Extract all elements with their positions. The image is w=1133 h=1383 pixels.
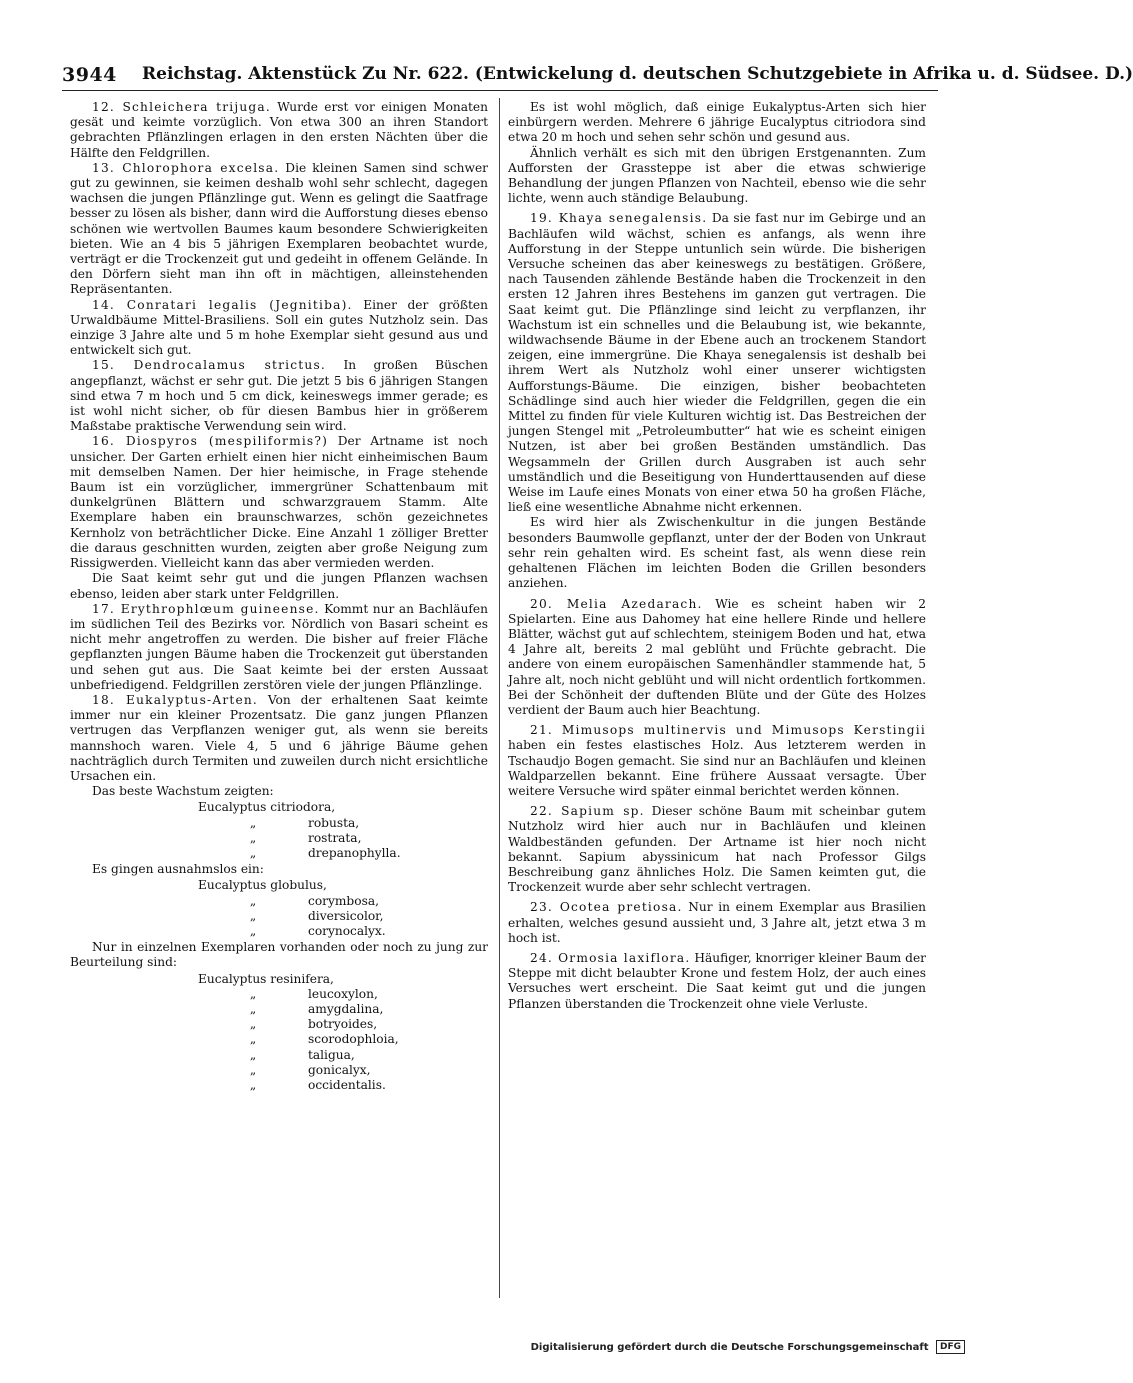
species-name: Eucalyptus citriodora,	[198, 800, 336, 815]
failed-intro: Es gingen ausnahmslos ein:	[92, 862, 264, 877]
entry-18-title: 18. Eukalyptus-Arten.	[92, 692, 258, 707]
species-name: Eucalyptus resinifera,	[198, 971, 334, 986]
species-name: robusta,	[308, 815, 360, 830]
list-item	[70, 972, 488, 987]
entry-14	[70, 298, 488, 359]
entry-17	[70, 602, 488, 693]
entry-12	[70, 100, 488, 161]
entry-18-text: Von der erhaltenen Saat keimte immer nur ein kleiner Prozentsatz. Die ganz jungen Pflanzen vertrugen das Verpflanzen weniger gut, als wenn sie bereits mannshoch waren. Viele 4, 5 und 6 jährige Bäume gehen nachträglich durch Termiten und zuweilen durch nicht ersichtliche Ursachen ein.	[70, 692, 488, 783]
entry-23-title: 23. Ocotea pretiosa.	[530, 900, 683, 915]
entry-13-text: Die kleinen Samen sind schwer gut zu gewinnen, sie keimen deshalb wohl sehr schlecht, dagegen wachsen die jungen Pflänzlinge gut. Wenn es gelingt die Saatfrage besser zu lösen als bisher, dann wird die Aufforstung dieses ebenso schönen wie wertvollen Baumes kaum besondere Schwierigkeiten bieten. Wie an 4 bis 5 jährigen Exemplaren beobachtet wurde, verträgt er die Trockenzeit gut und gedeiht in offenem Gelände. In den Dörfern sieht man ihn oft in mächtigen, alleinstehenden Repräsentanten.	[70, 160, 488, 297]
header-rule	[62, 90, 938, 91]
entry-23	[508, 900, 926, 946]
entry-17-text: Kommt nur an Bachläufen im südlichen Teil des Bezirks vor. Nördlich von Basari scheint es nicht mehr angetroffen zu werden. Die bisher auf freier Fläche gepflanzten jungen Bäume haben die Trockenzeit gut überstanden und sehen gut aus. Die Saat keimte bei der ersten Aussaat unbefriedigend. Feldgrillen zerstören viele der jungen Pflänzlinge.	[70, 601, 488, 692]
species-name: botryoides,	[308, 1017, 378, 1032]
species-name: corynocalyx.	[308, 923, 386, 938]
page-header	[62, 56, 1133, 92]
list-item	[70, 878, 488, 893]
ditto-mark: „	[249, 1001, 257, 1016]
entry-19-continued: Es wird hier als Zwischenkultur in die jungen Bestände besonders Baumwolle gepflanzt, unter der der Boden von Unkraut sehr rein gehalten wird. Es scheint fast, als wenn diese rein gehaltenen Flächen im leichten Boden die Grillen besonders anziehen.	[508, 515, 926, 591]
running-title: Reichstag. Aktenstück Zu Nr. 622. (Entwickelung d. deutschen Schutzgebiete in Afrika u. d. Südsee. D.)	[142, 64, 1133, 84]
ditto-mark: „	[249, 893, 257, 908]
ditto-mark: „	[249, 1062, 257, 1077]
few-intro: Nur in einzelnen Exemplaren vorhanden oder noch zu jung zur Beurteilung sind:	[70, 940, 488, 970]
list-item	[70, 987, 488, 1002]
list-item	[70, 846, 488, 861]
entry-19	[508, 211, 926, 515]
entry-15-title: 15. Dendrocalamus strictus.	[92, 358, 326, 373]
list-item	[70, 1063, 488, 1078]
entry-21	[508, 723, 926, 799]
column-divider	[499, 98, 500, 1298]
species-name: taligua,	[308, 1047, 355, 1062]
entry-24-text: Häufiger, knorriger kleiner Baum der Steppe mit dicht belaubter Krone und festem Holz, der auch eines Versuches wert erscheint. Die Saat keimt gut und die jungen Pflanzen überstanden die Trockenzeit ohne viele Verluste.	[508, 950, 927, 1011]
entry-19-text: Da sie fast nur im Gebirge und an Bachläufen wild wächst, schien es anfangs, als wenn ihre Aufforstung in der Steppe untunlich sein würde. Die bisherigen Versuche scheinen das aber keineswegs zu bestätigen. Größere, nach Tausenden zählende Bestände haben die Trockenzeit in den ersten 12 Jahren ihres Bestehens im ganzen gut vertragen. Die Saat keimt gut. Die Pflänzlinge sind leicht zu verpflanzen, ihr Wachstum ist ein schnelles und die Belaubung ist, wie bekannte, wildwachsende Bäume in der Ebene auch an trockenem Standort zeigen, eine immergrüne. Die Khaya senegalensis ist deshalb bei ihrem Wert als Nutzholz wohl einer unserer wichtigsten Aufforstungs-Bäume. Die einzigen, bisher beobachteten Schädlinge sind auch hier wieder die Feldgrillen, gegen die ein Mittel zu finden für viele Kulturen wichtig ist. Das Bestreichen der jungen Stengel mit „Petroleumbutter“ hat wie es scheint einigen Nutzen, ist aber bei großen Beständen umständlich. Das Wegsammeln der Grillen durch Ausgraben ist auch sehr umständlich und die Beseitigung von Hunderttausenden auf diese Weise im Laufe eines Monats von einer etwa 50 ha großen Fläche, ließ eine wesentliche Abnahme nicht erkennen.	[508, 211, 926, 515]
dfg-logo-icon: DFG	[936, 1340, 965, 1354]
entry-15	[70, 358, 488, 434]
entry-20-text: Wie es scheint haben wir 2 Spielarten. Eine aus Dahomey hat eine hellere Rinde und hellere Blätter, wächst gut auf schlechtem, steinigem Boden und hat, etwa 4 Jahre alt, bereits 2 mal geblüht und Früchte gebracht. Die andere von einem europäischen Samenhändler stammende hat, 5 Jahre alt, noch nicht geblüht und will nicht ordentlich fortkommen. Bei der Schönheit der duftenden Blüte und der Güte des Holzes verdient der Baum auch hier Beachtung.	[508, 596, 927, 717]
page-number: 3944	[62, 64, 117, 86]
species-name: scorodophloia,	[308, 1032, 399, 1047]
entry-21-title: 21. Mimusops multinervis und Mimusops Kerstingii	[530, 723, 926, 738]
ditto-mark: „	[249, 986, 257, 1001]
ditto-mark: „	[249, 908, 257, 923]
entry-13	[70, 161, 488, 298]
list-item	[70, 800, 488, 815]
species-name: drepanophylla.	[308, 845, 401, 860]
entry-22-title: 22. Sapium sp.	[530, 804, 645, 819]
entry-22	[508, 804, 926, 895]
entry-15-text: In großen Büschen angepflanzt, wächst er sehr gut. Die jetzt 5 bis 6 jährigen Stangen sind etwa 7 m hoch und 5 cm dick, keineswegs immer gerade; es ist wohl nicht sicher, ob für diesen Bambus hier in größerem Maßstabe praktische Verwendung sein wird.	[70, 358, 488, 434]
list-item	[70, 924, 488, 939]
entry-24-title: 24. Ormosia laxiflora.	[530, 950, 691, 965]
entry-14-title: 14. Conratari legalis (Jegnitiba).	[92, 297, 353, 312]
ditto-mark: „	[249, 1047, 257, 1062]
entry-18-continued-2: Ähnlich verhält es sich mit den übrigen Erstgenannten. Zum Aufforsten der Grassteppe ist aber die etwas schwierige Behandlung der jungen Pflanzen von Nachteil, ebenso wie die sehr lichte, wenn auch ständige Belaubung.	[508, 145, 926, 206]
species-name: corymbosa,	[308, 893, 379, 908]
species-name: occidentalis.	[308, 1078, 386, 1092]
ditto-mark: „	[249, 1078, 257, 1092]
entry-17-title: 17. Erythrophlœum guineense.	[92, 601, 320, 616]
entry-14-text: Einer der größten Urwaldbäume Mittel-Brasiliens. Soll ein gutes Nutzholz sein. Das einzige 3 Jahre alte und 5 m hohe Exemplar sieht gesund aus und entwickelt sich gut.	[70, 297, 488, 358]
list-item	[70, 816, 488, 831]
few-list	[70, 972, 488, 1094]
species-name: rostrata,	[308, 830, 362, 845]
list-item	[70, 909, 488, 924]
list-item	[70, 1048, 488, 1063]
entry-18	[70, 693, 488, 784]
ditto-mark: „	[249, 1032, 257, 1047]
entry-21-text: haben ein festes elastisches Holz. Aus letzterem werden in Tschaudjo Bogen gemacht. Sie sind nur an Bachläufen und kleinen Waldparzellen bekannt. Eine frühere Aussaat versagte. Über weitere Versuche wird später einmal berichtet werden können.	[508, 738, 926, 798]
entry-16-title: 16. Diospyros (mespiliformis?)	[92, 434, 329, 449]
ditto-mark: „	[249, 1017, 257, 1032]
entry-20	[508, 597, 926, 719]
digitization-credit	[531, 1340, 965, 1354]
entry-20-title: 20. Melia Azedarach.	[530, 596, 703, 611]
species-name: leucoxylon,	[308, 986, 378, 1001]
ditto-mark: „	[249, 815, 257, 830]
list-item	[70, 1078, 488, 1093]
list-item	[70, 1017, 488, 1032]
entry-13-title: 13. Chlorophora excelsa.	[92, 160, 280, 175]
best-growth-intro: Das beste Wachstum zeigten:	[92, 784, 274, 799]
list-item	[70, 1032, 488, 1047]
entry-16-text: Der Artname ist noch unsicher. Der Garten erhielt einen hier nicht einheimischen Baum mit demselben Namen. Der hier heimische, in Frage stehende Baum ist ein vorzüglicher, immergrüner Schattenbaum mit dunkelgrünen Blättern und schwarzgrauem Stamm. Alte Exemplare haben ein braunschwarzes, schön gezeichnetes Kernholz von beträchtlicher Dicke. Eine Anzahl 1 zölliger Bretter die daraus geschnitten wurden, zeigten aber große Neigung zum Rissigwerden. Vielleicht kann das aber vermieden werden.	[70, 434, 488, 571]
species-name: gonicalyx,	[308, 1062, 371, 1077]
species-name: diversicolor,	[308, 908, 384, 923]
entry-18-continued: Es ist wohl möglich, daß einige Eukalyptus-Arten sich hier einbürgern werden. Mehrere 6 jährige Eucalyptus citriodora sind etwa 20 m hoch und sehen sehr schön und gesund aus.	[508, 100, 926, 145]
list-item	[70, 831, 488, 846]
species-name: Eucalyptus globulus,	[198, 878, 327, 893]
ditto-mark: „	[249, 830, 257, 845]
ditto-mark: „	[249, 845, 257, 860]
failed-list	[70, 878, 488, 939]
list-item	[70, 1002, 488, 1017]
right-column	[508, 100, 926, 1012]
left-column	[70, 100, 488, 1094]
entry-16	[70, 434, 488, 571]
entry-24	[508, 951, 926, 1012]
entry-19-title: 19. Khaya senegalensis.	[530, 211, 708, 226]
entry-16-continued: Die Saat keimt sehr gut und die jungen Pflanzen wachsen ebenso, leiden aber stark unter Feldgrillen.	[70, 571, 488, 601]
entry-23-text: Nur in einem Exemplar aus Brasilien erhalten, welches gesund aussieht und, 3 Jahre alt, jetzt etwa 3 m hoch ist.	[508, 900, 927, 945]
entry-12-title: 12. Schleichera trijuga.	[92, 100, 271, 114]
entry-12-text: Wurde erst vor einigen Monaten gesät und keimte vorzüglich. Von etwa 300 an ihren Standort gebrachten Pflänzlingen erlagen in den ersten Nächten über die Hälfte den Feldgrillen.	[70, 100, 488, 160]
list-item	[70, 894, 488, 909]
ditto-mark: „	[249, 923, 257, 938]
entry-22-text: Dieser schöne Baum mit scheinbar gutem Nutzholz wird hier auch nur in Bachläufen und kleinen Waldbeständen gefunden. Der Artname ist hier noch nicht bekannt. Sapium abyssinicum hat nach Professor Gilgs Beschreibung ganz ähnliches Holz. Die Samen keimten gut, die Trockenzeit wurde aber sehr schlecht vertragen.	[508, 804, 926, 895]
best-growth-list	[70, 800, 488, 861]
credit-text: Digitalisierung gefördert durch die Deutsche Forschungsgemeinschaft	[530, 1342, 929, 1353]
species-name: amygdalina,	[308, 1001, 384, 1016]
